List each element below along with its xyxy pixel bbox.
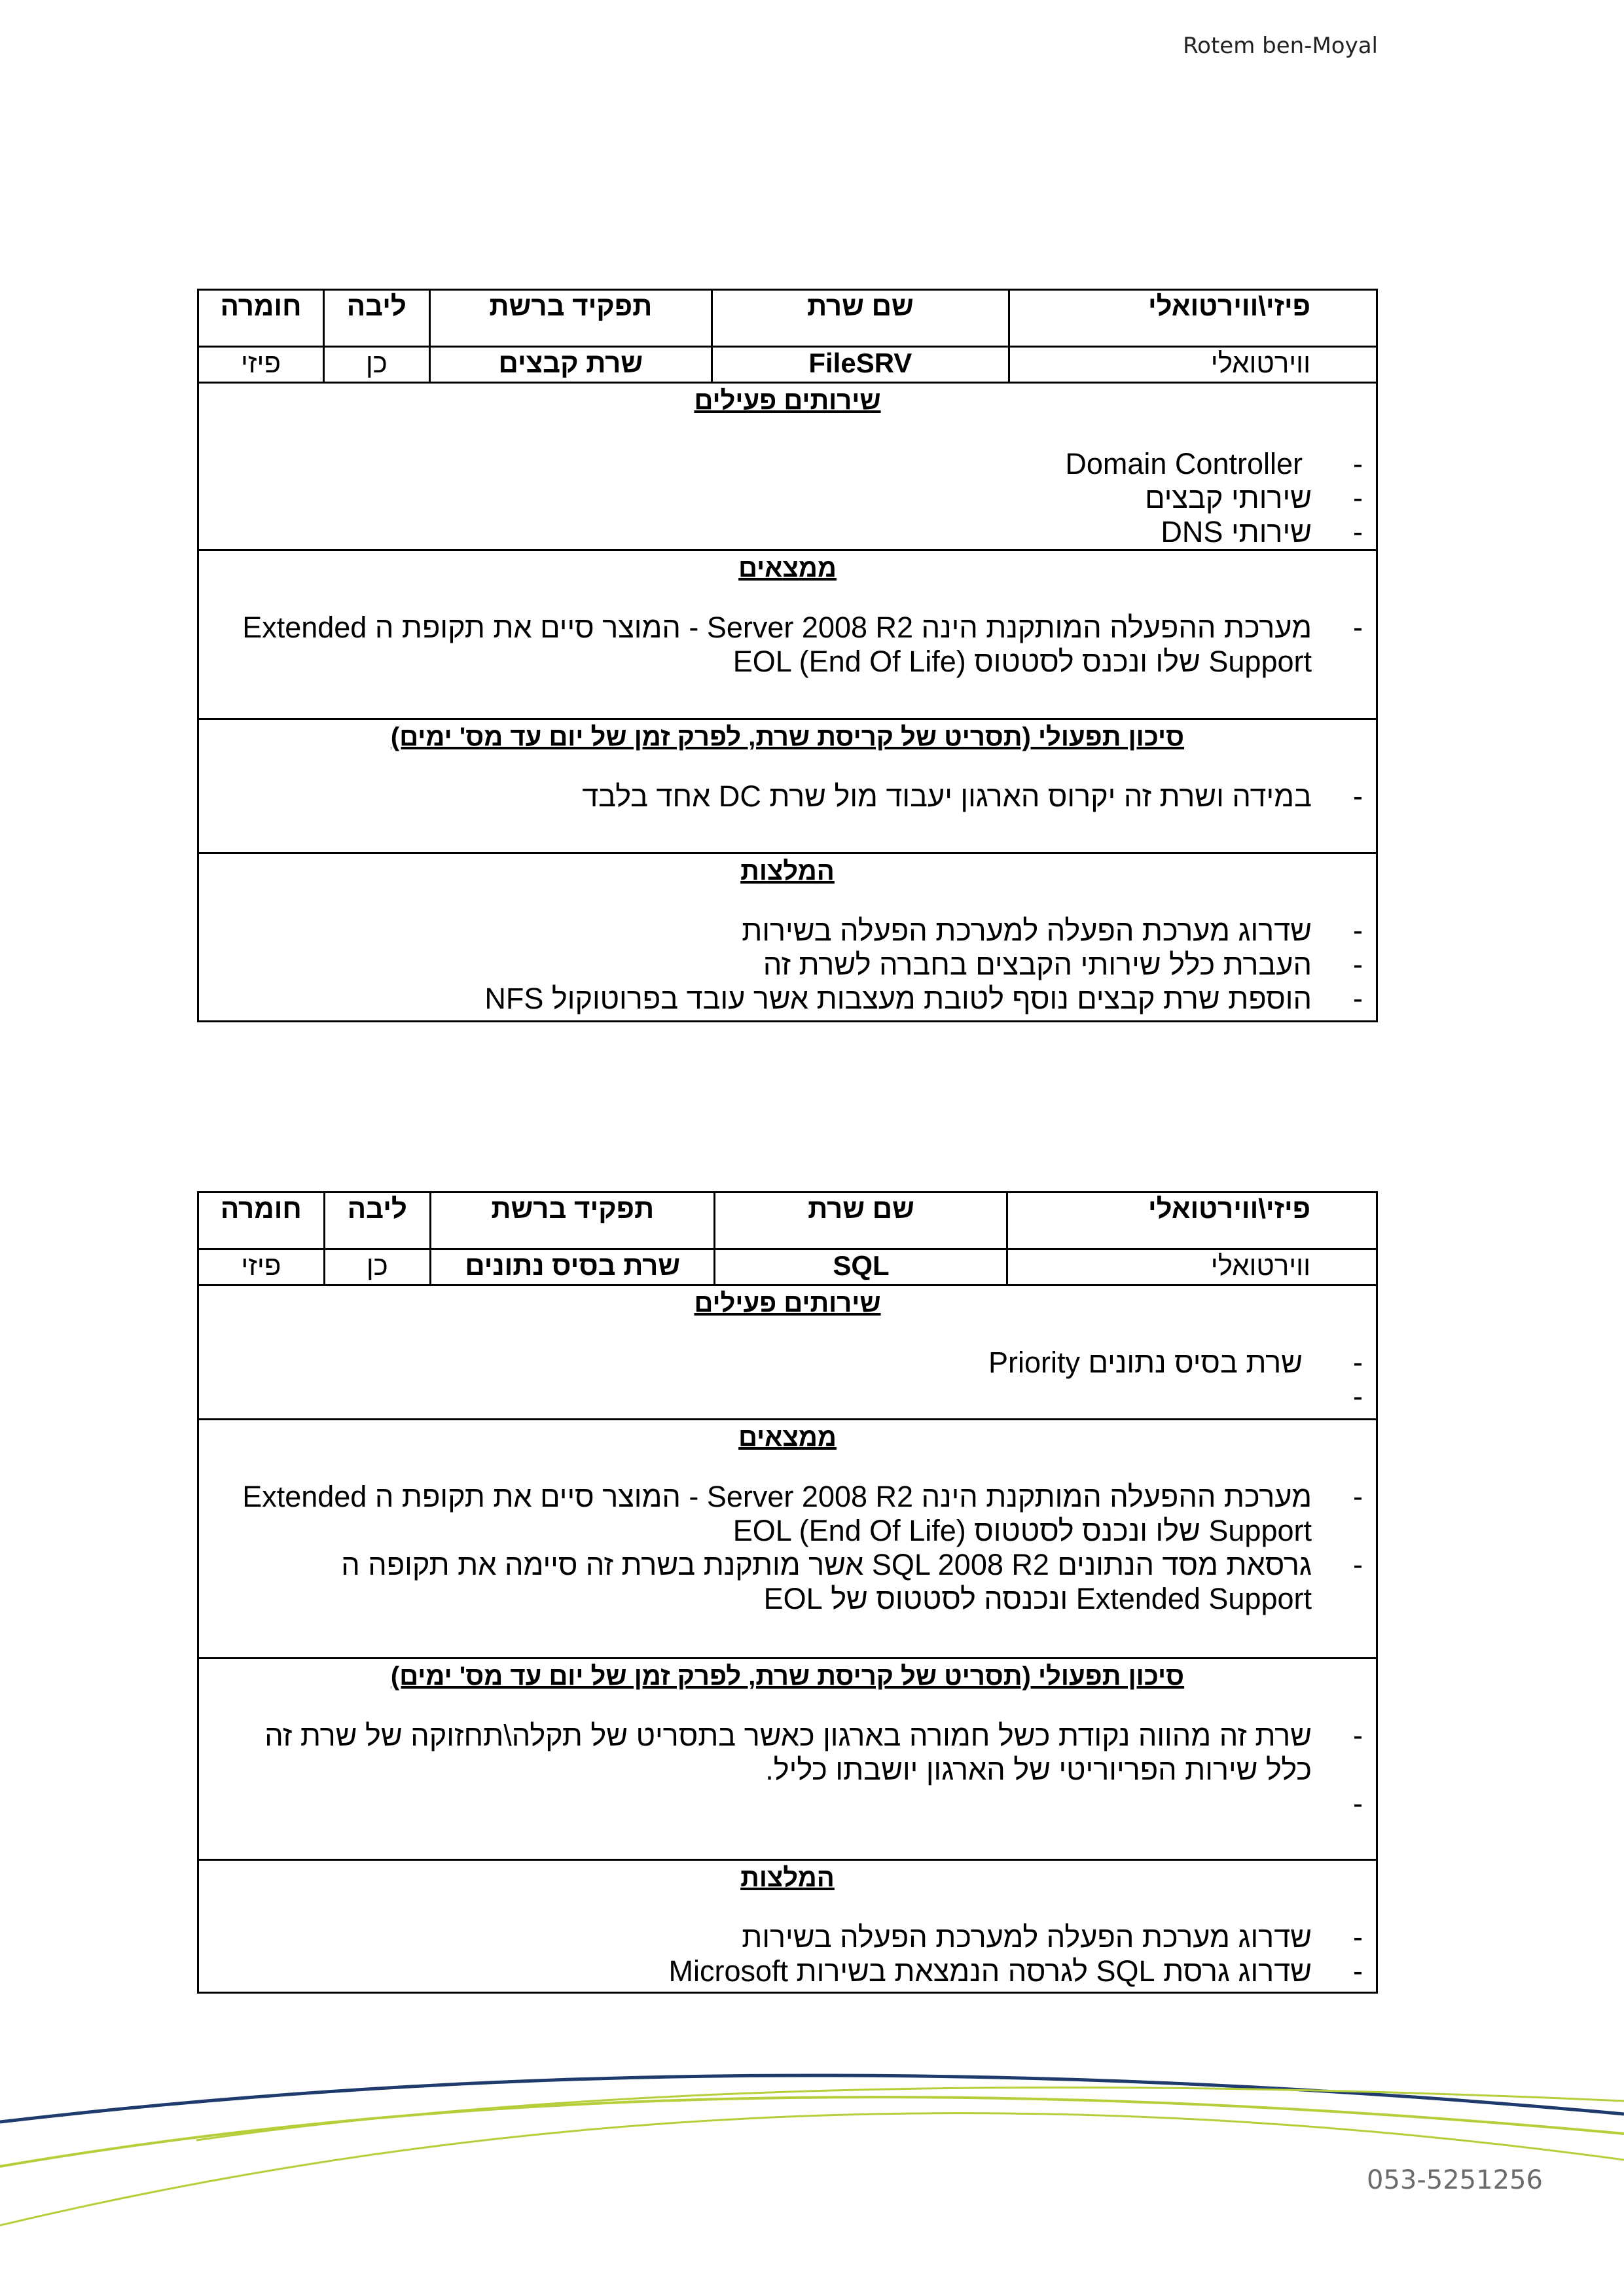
value-core: כן bbox=[324, 1249, 430, 1285]
bullet-list: - שרת זה מהווה נקודת כשל חמורה בארגון כאשר בתסריט של תקלה\תחזוקה של שרת זה כלל שירות הפריוריטי של הארגון יושבתו כליל. - bbox=[199, 1719, 1376, 1787]
value-hardware: פיזי bbox=[198, 347, 324, 383]
list-item: - גרסאת מסד הנתונים SQL 2008 R2 אשר מותקנת בשרת זה סיימה את תקופה ה Extended Support ונכנסה לסטטוס של EOL bbox=[341, 1548, 1363, 1615]
section-operational-risk bbox=[198, 719, 1377, 853]
col-header-core: ליבה bbox=[324, 1193, 430, 1249]
bullet-list bbox=[199, 1920, 1376, 1988]
table-values-row bbox=[198, 347, 1377, 383]
list-item: - Domain Controller bbox=[1065, 447, 1363, 480]
section-recommendations bbox=[198, 853, 1377, 1022]
bullet-list: - שרת בסיס נתונים Priority - bbox=[199, 1346, 1376, 1380]
section-findings bbox=[198, 550, 1377, 719]
list-item: - שירותי קבצים bbox=[1145, 481, 1363, 514]
section-title: המלצות bbox=[740, 1863, 835, 1892]
list-item: - שירותי DNS bbox=[1161, 515, 1363, 548]
col-header-core: ליבה bbox=[324, 290, 430, 347]
list-item: - במידה ושרת זה יקרוס הארגון יעבוד מול שרת DC אחד בלבד bbox=[582, 780, 1363, 813]
section-title: שירותים פעילים bbox=[694, 386, 881, 415]
section-title: ממצאים bbox=[738, 1423, 837, 1452]
section-title: סיכון תפעולי (תסריט של קריסת שרת, לפרק זמן של יום עד מס' ימים) bbox=[390, 1662, 1185, 1691]
section-active-services bbox=[198, 1285, 1377, 1420]
col-header-physical-virtual: פיזי\ווירטואלי bbox=[1009, 290, 1377, 347]
list-item: - הוספת שרת קבצים נוסף לטובת מעצבות אשר עובד בפרוטוקול NFS bbox=[484, 982, 1363, 1015]
col-header-physical-virtual: פיזי\ווירטואלי bbox=[1007, 1193, 1377, 1249]
list-item: - מערכת ההפעלה המותקנת הינה Server 2008 R2 - המוצר סיים את תקופת ה Extended Support שלו ונכנס לסטטוס EOL (End Of Life) bbox=[242, 1480, 1363, 1547]
author-name: Rotem ben-Moyal bbox=[1183, 33, 1378, 59]
col-header-network-role: תפקיד ברשת bbox=[429, 290, 712, 347]
value-network-role: שרת בסיס נתונים bbox=[431, 1249, 715, 1285]
value-core: כן bbox=[324, 347, 430, 383]
server-table-sql bbox=[197, 1191, 1378, 1994]
bullet-list bbox=[199, 914, 1376, 1016]
value-server-name: SQL bbox=[715, 1249, 1007, 1285]
table-values-row bbox=[198, 1249, 1377, 1285]
col-header-hardware: חומרה bbox=[198, 1193, 325, 1249]
value-network-role: שרת קבצים bbox=[429, 347, 712, 383]
bullet-list bbox=[199, 611, 1376, 679]
list-item: - שדרוג מערכת הפעלה למערכת הפעלה בשירות bbox=[742, 1920, 1363, 1954]
section-title: סיכון תפעולי (תסריט של קריסת שרת, לפרק זמן של יום עד מס' ימים) bbox=[390, 723, 1185, 751]
bullet-list bbox=[199, 447, 1376, 549]
value-physical-virtual: ווירטואלי bbox=[1007, 1249, 1377, 1285]
list-item: - שרת בסיס נתונים Priority bbox=[988, 1346, 1363, 1379]
list-item: - מערכת ההפעלה המותקנת הינה Server 2008 R2 - המוצר סיים את תקופת ה Extended Support שלו ונכנס לסטטוס EOL (End Of Life) bbox=[242, 611, 1363, 678]
footer-swoosh-decoration bbox=[0, 2062, 1624, 2245]
col-header-network-role: תפקיד ברשת bbox=[431, 1193, 715, 1249]
value-hardware: פיזי bbox=[198, 1249, 325, 1285]
col-header-server-name: שם שרת bbox=[712, 290, 1009, 347]
server-table-filesrv bbox=[197, 289, 1378, 1022]
col-header-hardware: חומרה bbox=[198, 290, 324, 347]
section-operational-risk bbox=[198, 1659, 1377, 1860]
section-recommendations bbox=[198, 1860, 1377, 1993]
section-active-services bbox=[198, 383, 1377, 550]
section-title: המלצות bbox=[740, 857, 835, 886]
value-physical-virtual: ווירטואלי bbox=[1009, 347, 1377, 383]
bullet-list bbox=[199, 780, 1376, 814]
col-header-server-name: שם שרת bbox=[715, 1193, 1007, 1249]
list-item: - שדרוג מערכת הפעלה למערכת הפעלה בשירות bbox=[742, 914, 1363, 947]
list-item: - שדרוג גרסת SQL לגרסה הנמצאת בשירות Microsoft bbox=[668, 1954, 1363, 1988]
footer-phone-number: 053-5251256 bbox=[1367, 2165, 1543, 2195]
section-title: ממצאים bbox=[738, 554, 837, 583]
table-header-row bbox=[198, 1193, 1377, 1249]
section-title: שירותים פעילים bbox=[694, 1289, 881, 1318]
list-item: - שרת זה מהווה נקודת כשל חמורה בארגון כאשר בתסריט של תקלה\תחזוקה של שרת זה כלל שירות הפריוריטי של הארגון יושבתו כליל. bbox=[264, 1719, 1363, 1786]
table-header-row bbox=[198, 290, 1377, 347]
value-server-name: FileSRV bbox=[712, 347, 1009, 383]
bullet-list bbox=[199, 1480, 1376, 1616]
list-item: - העברת כלל שירותי הקבצים בחברה לשרת זה bbox=[763, 948, 1363, 981]
section-findings bbox=[198, 1420, 1377, 1659]
